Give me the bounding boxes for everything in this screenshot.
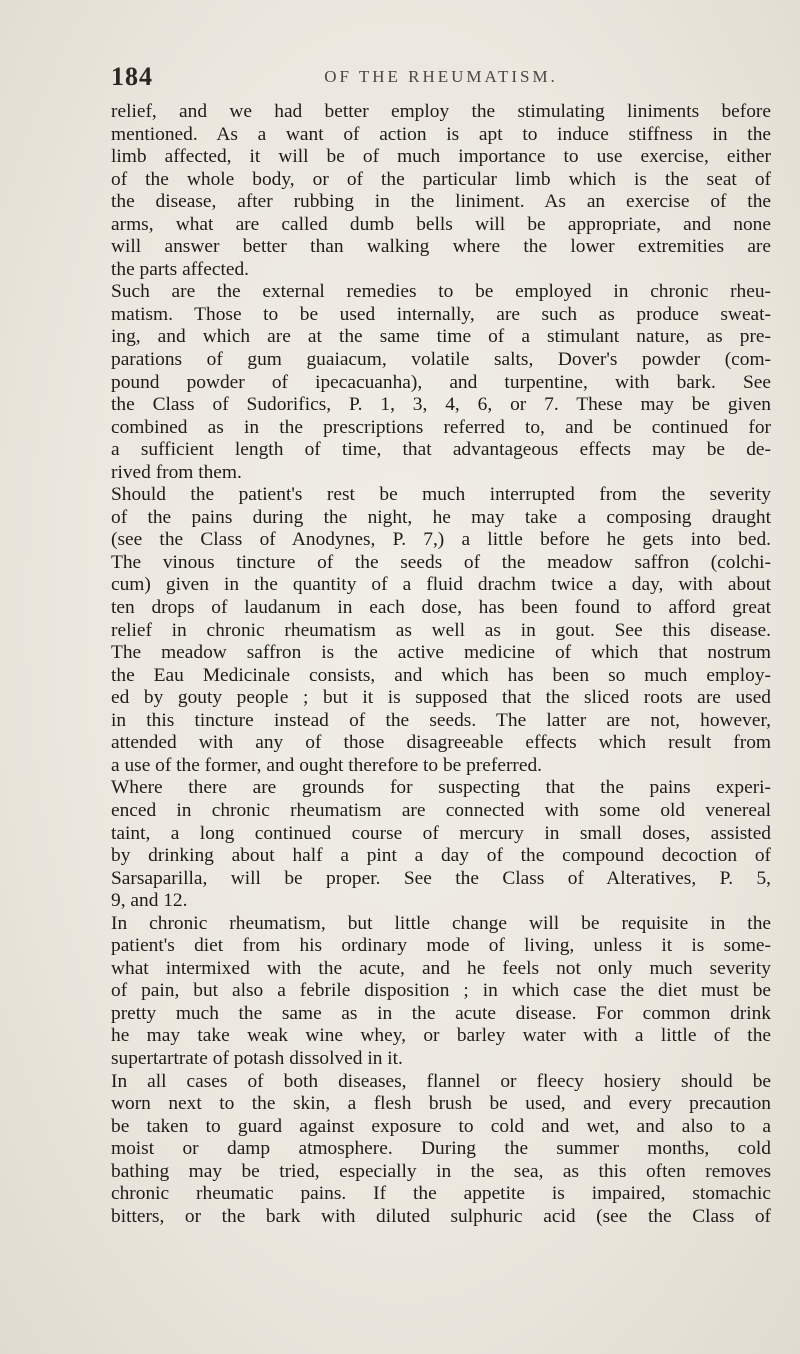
text-line: moist or damp atmosphere. During the summer months, cold <box>111 1138 771 1160</box>
text-line: the disease, after rubbing in the liniment. As an exercise of the <box>111 191 771 213</box>
text-line: combined as in the prescriptions referred to, and be continued for <box>111 416 771 438</box>
text-line: of the whole body, or of the particular limb which is the seat of <box>111 168 771 190</box>
text-line: arms, what are called dumb bells will be appropriate, and none <box>111 213 771 235</box>
text-line: parations of gum guaiacum, volatile salts, Dover's powder (com- <box>111 349 771 371</box>
text-line: he may take weak wine whey, or barley water with a little of the <box>111 1025 771 1047</box>
text-line: pound powder of ipecacuanha), and turpentine, with bark. See <box>111 371 771 393</box>
text-line: ing, and which are at the same time of a stimulant nature, as pre- <box>111 326 771 348</box>
text-line: the Eau Medicinale consists, and which has been so much employ- <box>111 664 771 686</box>
text-line: The meadow saffron is the active medicine of which that nostrum <box>111 642 771 664</box>
text-line: relief, and we had better employ the stimulating liniments before <box>111 101 771 122</box>
text-line: bitters, or the bark with diluted sulphuric acid (see the Class of <box>111 1205 771 1227</box>
text-line: attended with any of those disagreeable effects which result from <box>111 732 771 754</box>
text-line: of pain, but also a febrile disposition ; in which case the diet must be <box>111 980 771 1002</box>
text-line: the parts affected. <box>111 258 249 280</box>
running-title: OF THE RHEUMATISM. <box>324 67 558 86</box>
text-line: supertartrate of potash dissolved in it. <box>111 1047 403 1069</box>
text-line: of the pains during the night, he may take a composing draught <box>111 506 771 528</box>
text-line: (see the Class of Anodynes, P. 7,) a little before he gets into bed. <box>111 529 771 551</box>
text-line: the Class of Sudorifics, P. 1, 3, 4, 6, or 7. These may be given <box>111 394 771 416</box>
text-line: In chronic rheumatism, but little change will be requisite in the <box>111 912 771 934</box>
text-line: pretty much the same as in the acute disease. For common drink <box>111 1002 771 1024</box>
text-line: 9, and 12. <box>111 890 188 912</box>
text-line: mentioned. As a want of action is apt to induce stiffness in the <box>111 123 771 145</box>
text-line: a use of the former, and ought therefore to be preferred. <box>111 754 543 776</box>
text-line: what intermixed with the acute, and he feels not only much severity <box>111 957 771 979</box>
text-line: worn next to the skin, a flesh brush be used, and every precaution <box>111 1093 771 1115</box>
text-line: In all cases of both diseases, flannel or fleecy hosiery should be <box>111 1070 771 1092</box>
running-head <box>111 62 771 92</box>
text-line: rived from them. <box>111 461 242 483</box>
text-line: Should the patient's rest be much interrupted from the severity <box>111 484 771 506</box>
body-text <box>111 101 771 1228</box>
text-line: a sufficient length of time, that advantageous effects may be de- <box>111 439 771 461</box>
text-line: by drinking about half a pint a day of the compound decoction of <box>111 845 771 867</box>
text-line: in this tincture instead of the seeds. The latter are not, however, <box>111 709 771 731</box>
text-line: The vinous tincture of the seeds of the meadow saffron (colchi- <box>111 551 771 573</box>
text-line: enced in chronic rheumatism are connected with some old venereal <box>111 799 771 821</box>
text-line: taint, a long continued course of mercury in small doses, assisted <box>111 822 771 844</box>
text-line: Where there are grounds for suspecting that the pains experi- <box>111 777 771 799</box>
page-number: 184 <box>111 62 153 91</box>
text-line: Such are the external remedies to be employed in chronic rheu- <box>111 281 771 303</box>
text-line: cum) given in the quantity of a fluid drachm twice a day, with about <box>111 574 771 596</box>
text-line: matism. Those to be used internally, are such as produce sweat- <box>111 303 771 325</box>
text-line: limb affected, it will be of much importance to use exercise, either <box>111 146 771 168</box>
text-line: chronic rheumatic pains. If the appetite is impaired, stomachic <box>111 1183 771 1205</box>
text-line: ed by gouty people ; but it is supposed that the sliced roots are used <box>111 687 771 709</box>
text-line: be taken to guard against exposure to cold and wet, and also to a <box>111 1115 771 1137</box>
text-line: will answer better than walking where the lower extremities are <box>111 236 771 258</box>
text-line: patient's diet from his ordinary mode of living, unless it is some- <box>111 935 771 957</box>
text-line: relief in chronic rheumatism as well as in gout. See this disease. <box>111 619 771 641</box>
text-line: Sarsaparilla, will be proper. See the Class of Alteratives, P. 5, <box>111 867 771 889</box>
text-line: bathing may be tried, especially in the sea, as this often removes <box>111 1160 771 1182</box>
text-line: ten drops of laudanum in each dose, has been found to afford great <box>111 597 771 619</box>
